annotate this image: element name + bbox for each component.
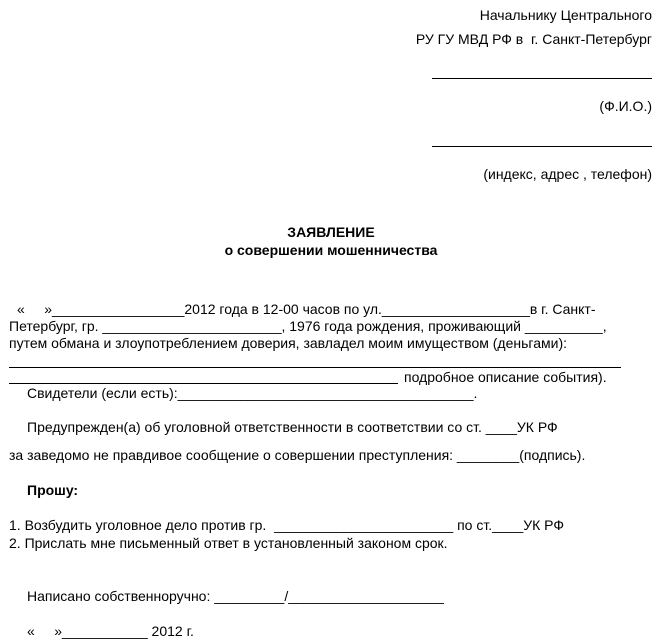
- request-item-1: 1. Возбудить уголовное дело против гр. _______________________ по ст.____УК РФ: [9, 517, 564, 533]
- document-title: ЗАЯВЛЕНИЕ: [287, 224, 375, 240]
- description-blank-line-2: [9, 383, 398, 384]
- document-subtitle: о совершении мошенничества: [224, 242, 438, 258]
- addressee-line2: РУ ГУ МВД РФ в г. Санкт-Петербург: [415, 31, 652, 47]
- fio-blank-line: [432, 78, 652, 79]
- contacts-blank-line: [432, 146, 652, 147]
- description-caption: подробное описание события).: [404, 369, 607, 385]
- description-blank-line-1: [9, 367, 621, 368]
- witnesses-line: Свидетели (если есть):______________________________________.: [27, 385, 478, 401]
- handwritten-signature-line: Написано собственноручно: _________/____________________: [27, 588, 444, 604]
- date-line: « »___________ 2012 г.: [27, 623, 194, 639]
- request-heading: Прошу:: [27, 482, 79, 498]
- contacts-caption: (индекс, адрес , телефон): [483, 166, 652, 182]
- body-line-2: Петербург, гр. _______________________, 1976 года рождения, проживающий __________,: [9, 318, 607, 334]
- addressee-line1: Начальнику Центрального: [479, 7, 652, 23]
- warning-line-2: за заведомо не правдивое сообщение о совершении преступления: ________(подпись).: [9, 447, 586, 463]
- warning-line-1: Предупрежден(а) об уголовной ответственности в соответствии со ст. ____УК РФ: [27, 419, 558, 435]
- request-item-2: 2. Прислать мне письменный ответ в установленный законом срок.: [9, 535, 448, 551]
- body-line-3: путем обмана и злоупотреблением доверия, завладел моим имуществом (деньгами):: [9, 335, 567, 351]
- body-line-1: « »_________________2012 года в 12-00 часов по ул.___________________в г. Санкт-: [17, 301, 596, 317]
- fio-caption: (Ф.И.О.): [599, 98, 652, 114]
